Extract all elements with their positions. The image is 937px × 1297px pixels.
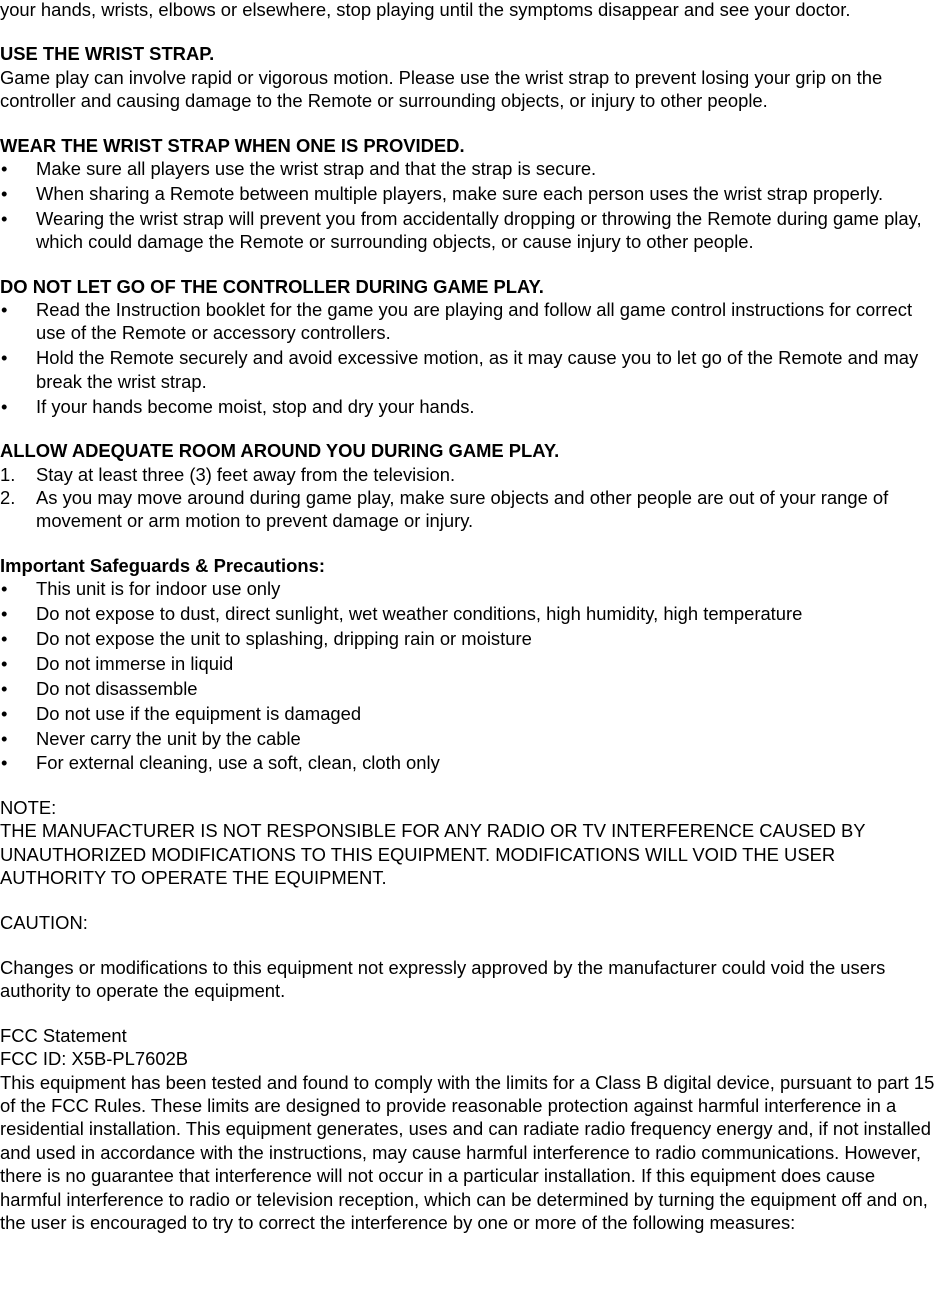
list-item-text: Never carry the unit by the cable <box>36 727 301 749</box>
room-section <box>0 439 937 533</box>
bullet-icon: • <box>1 207 8 229</box>
wear-strap-section <box>0 134 937 254</box>
bullet-icon: • <box>1 347 8 369</box>
intro-text: your hands, wrists, elbows or elsewhere, stop playing until the symptoms disappear and see your doctor. <box>0 0 851 20</box>
bullet-icon: • <box>1 182 8 204</box>
list-item <box>0 486 937 533</box>
safeguards-heading: Important Safeguards & Precautions: <box>0 554 325 576</box>
list-item <box>0 627 937 650</box>
controller-list <box>0 298 937 418</box>
fcc-id: FCC ID: X5B-PL7602B <box>0 1048 189 1070</box>
controller-section <box>0 275 937 418</box>
bullet-icon: • <box>1 578 8 600</box>
list-item-text: For external cleaning, use a soft, clean, cloth only <box>36 752 440 774</box>
list-item-text: Wearing the wrist strap will prevent you from accidentally dropping or throwing the Remote during game play, which could damage the Remote or surrounding objects, or cause injury to other people. <box>36 207 922 253</box>
list-item-text: Do not immerse in liquid <box>36 652 234 674</box>
safeguards-section <box>0 554 937 775</box>
list-item <box>0 298 937 345</box>
list-item <box>0 346 937 393</box>
note-text: THE MANUFACTURER IS NOT RESPONSIBLE FOR ANY RADIO OR TV INTERFERENCE CAUSED BY UNAUTHORIZED MODIFICATIONS TO THIS EQUIPMENT. MODIFICATIONS WILL VOID THE USER AUTHORITY TO OPERATE THE EQUIPMENT. <box>0 820 866 889</box>
list-item <box>0 751 937 774</box>
list-item <box>0 702 937 725</box>
wear-strap-heading: WEAR THE WRIST STRAP WHEN ONE IS PROVIDED. <box>0 134 465 156</box>
wrist-strap-section <box>0 42 937 112</box>
list-number: 2. <box>0 486 16 508</box>
wrist-strap-body: Game play can involve rapid or vigorous motion. Please use the wrist strap to prevent losing your grip on the controller and causing damage to the Remote or surrounding objects, or injury to other people. <box>0 66 883 112</box>
caution-text: Changes or modifications to this equipment not expressly approved by the manufacturer could void the users authority to operate the equipment. <box>0 956 886 1002</box>
note-label: NOTE: <box>0 796 57 818</box>
list-item-text: Do not use if the equipment is damaged <box>36 702 362 724</box>
list-item-text: As you may move around during game play, make sure objects and other people are out of your range of movement or arm motion to prevent damage or injury. <box>36 486 889 532</box>
list-item <box>0 727 937 750</box>
room-list <box>0 463 937 533</box>
list-item-text: Hold the Remote securely and avoid excessive motion, as it may cause you to let go of the Remote and may break the wrist strap. <box>36 347 919 392</box>
controller-heading: DO NOT LET GO OF THE CONTROLLER DURING GAME PLAY. <box>0 275 544 297</box>
bullet-icon: • <box>1 652 8 674</box>
list-item <box>0 157 937 180</box>
caution-label: CAUTION: <box>0 911 88 933</box>
bullet-icon: • <box>1 395 8 417</box>
list-item-text: Stay at least three (3) feet away from the television. <box>36 463 456 485</box>
list-item <box>0 463 937 486</box>
room-heading: ALLOW ADEQUATE ROOM AROUND YOU DURING GAME PLAY. <box>0 440 560 462</box>
bullet-icon: • <box>1 603 8 625</box>
wrist-strap-heading: USE THE WRIST STRAP. <box>0 43 215 65</box>
list-item <box>0 577 937 600</box>
list-item-text: If your hands become moist, stop and dry your hands. <box>36 395 475 417</box>
caution-section <box>0 911 937 1003</box>
bullet-icon: • <box>1 702 8 724</box>
bullet-icon: • <box>1 727 8 749</box>
list-item-text: Read the Instruction booklet for the game you are playing and follow all game control instructions for correct use of the Remote or accessory controllers. <box>36 299 913 344</box>
list-item-text: Do not expose to dust, direct sunlight, wet weather conditions, high humidity, high temperature <box>36 603 803 625</box>
list-item-text: Do not disassemble <box>36 677 198 699</box>
list-item <box>0 182 937 205</box>
list-item-text: When sharing a Remote between multiple players, make sure each person uses the wrist strap properly. <box>36 182 884 204</box>
bullet-icon: • <box>1 158 8 180</box>
safeguards-list <box>0 577 937 775</box>
bullet-icon: • <box>1 627 8 649</box>
list-item <box>0 602 937 625</box>
note-section <box>0 796 937 890</box>
list-item-text: Make sure all players use the wrist strap and that the strap is secure. <box>36 158 597 180</box>
list-item-text: This unit is for indoor use only <box>36 578 281 600</box>
bullet-icon: • <box>1 752 8 774</box>
wear-strap-list <box>0 157 937 254</box>
bullet-icon: • <box>1 299 8 321</box>
list-item <box>0 677 937 700</box>
list-item <box>0 207 937 254</box>
fcc-title: FCC Statement <box>0 1024 127 1046</box>
fcc-section <box>0 1024 937 1235</box>
fcc-text: This equipment has been tested and found to comply with the limits for a Class B digital device, pursuant to part 15 of the FCC Rules. These limits are designed to provide reasonable protection against harmful interference in a residential installation. This equipment generates, uses and can radiate radio frequency energy and, if not installed and used in accordance with the instructions, may cause harmful interference to radio communications. However, there is no guarantee that interference will not occur in a particular installation. If this equipment does cause harmful interference to radio or television reception, which can be determined by turning the equipment off and on, the user is encouraged to try to correct the interference by one or more of the following measures: <box>0 1071 935 1233</box>
list-item <box>0 395 937 418</box>
list-item-text: Do not expose the unit to splashing, dripping rain or moisture <box>36 627 532 649</box>
list-item <box>0 652 937 675</box>
bullet-icon: • <box>1 677 8 699</box>
list-number: 1. <box>0 463 16 485</box>
